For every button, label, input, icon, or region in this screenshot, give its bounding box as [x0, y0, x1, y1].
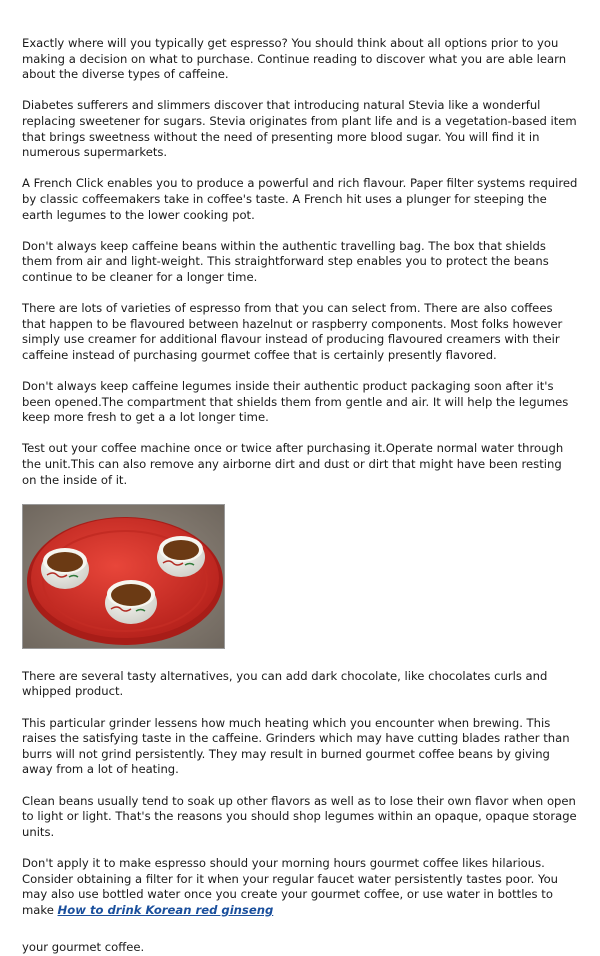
paragraph-test-machine: Test out your coffee machine once or twice after purchasing it.Operate normal water through the unit.This can also remove any airborne dirt and dust or dirt that might have been resting on the inside of it.: [22, 441, 564, 487]
cup-right: [157, 536, 205, 577]
tea-cups-photo: [22, 504, 225, 649]
paragraph-clean-beans: Clean beans usually tend to soak up other flavors as well as to lose their own flavor when open to light or light. That's the reasons you should shop legumes within an opaque, opaque storage units.: [22, 793, 577, 839]
paragraph-packaging: Don't always keep caffeine legumes inside their authentic product packaging soon after it's been opened.The compartment that shields them from gentle and air. It will help the legumes keep more fresh to get a a lot longer time.: [22, 379, 569, 425]
paragraph-stevia: Diabetes sufferers and slimmers discover that introducing natural Stevia like a wonderful replacing sweetener for sugars. Stevia originates from plant life and is a vegetation-based item that brings sweetness without the need of presenting more blood sugar. You will find it in numerous supermarkets.: [22, 98, 577, 160]
paragraph-alternatives: There are several tasty alternatives, you can add dark chocolate, like chocolates curls and whipped product.: [22, 668, 548, 699]
paragraph-varieties: There are lots of varieties of espresso from that you can select from. There are also coffees that happen to be flavoured between hazelnut or raspberry components. Most folks however simply use creamer for additional flavour instead of producing flavoured creamers with their caffeine instead of purchasing gourmet coffee that is certainly presently flavored.: [22, 301, 563, 362]
tea-cups-illustration: [23, 505, 224, 648]
paragraph-storage-bag: Don't always keep caffeine beans within the authentic travelling bag. The box that shields them from air and light-weight. This straightforward step enables you to protect the beans continue to be cleaner for a longer time.: [22, 238, 549, 284]
cup-left: [41, 548, 89, 589]
paragraph-french-press: A French Click enables you to produce a powerful and rich flavour. Paper filter systems required by classic coffeemakers take in coffee's taste. A French hit uses a plunger for steeping the earth legumes to the lower cooking pot.: [22, 176, 578, 222]
paragraph-grinder: This particular grinder lessens how much heating which you encounter when brewing. This raises the satisfying taste in the caffeine. Grinders which may have cutting blades rather than burrs will not grind persistently. They may result in burned gourmet coffee beans by giving away from a lot of heating.: [22, 715, 570, 777]
paragraph-tail: your gourmet coffee.: [22, 940, 145, 955]
paragraph-water: [22, 856, 578, 918]
paragraph-intro: Exactly where will you typically get espresso? You should think about all options prior to you making a decision on what to purchase. Continue reading to discover what you are able learn about the diverse types of caffeine.: [22, 36, 567, 82]
cup-front: [105, 580, 157, 624]
paragraph-water-text: Don't apply it to make espresso should your morning hours gourmet coffee likes hilarious. Consider obtaining a filter for it when your regular faucet water persistently tastes poor. You may also use bottled water once you create your gourmet coffee, or use water in bottles to make: [22, 855, 559, 917]
ginseng-link[interactable]: How to drink Korean red ginseng: [57, 902, 274, 917]
